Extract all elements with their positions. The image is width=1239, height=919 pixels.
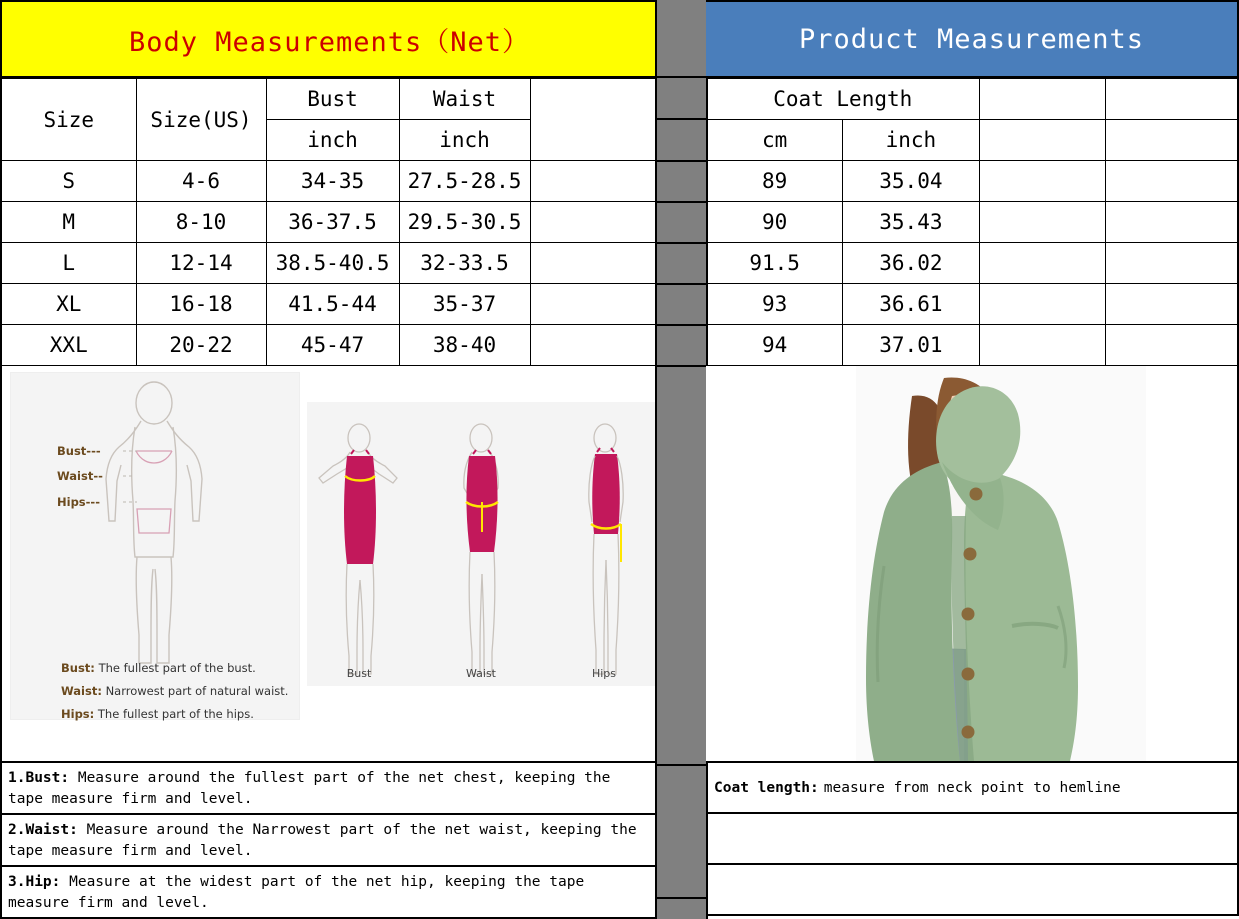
cell-inch: 35.43 bbox=[843, 202, 979, 243]
cell-waist: 32-33.5 bbox=[399, 243, 530, 284]
diagram-desc-hips-term: Hips: bbox=[61, 707, 95, 721]
cell-size-us: 12-14 bbox=[136, 243, 266, 284]
header-coat-length: Coat Length bbox=[707, 79, 980, 120]
note-blank-1 bbox=[706, 814, 1237, 865]
cell-blank-2 bbox=[1105, 325, 1238, 366]
cell-size-us: 4-6 bbox=[136, 161, 266, 202]
header-bust-unit: inch bbox=[266, 120, 399, 161]
female-body-outline-icon bbox=[89, 381, 219, 671]
cell-cm: 89 bbox=[707, 161, 843, 202]
note-waist-term: 2.Waist: bbox=[8, 822, 78, 839]
note-bust-term: 1.Bust: bbox=[8, 770, 70, 786]
header-inch: inch bbox=[843, 120, 979, 161]
body-outline-diagram bbox=[10, 372, 300, 720]
green-hooded-coat-photo-icon bbox=[706, 366, 1239, 761]
dress-caption-bust: Bust bbox=[346, 667, 372, 680]
cell-inch: 37.01 bbox=[843, 325, 979, 366]
cell-cm: 94 bbox=[707, 325, 843, 366]
note-hip-term: 3.Hip: bbox=[8, 874, 61, 891]
header-size-us: Size(US) bbox=[136, 79, 266, 161]
divider-segment bbox=[657, 78, 706, 120]
cell-blank-1 bbox=[979, 202, 1105, 243]
cell-size: XXL bbox=[1, 325, 136, 366]
cell-blank-1 bbox=[979, 325, 1105, 366]
diagram-desc-waist bbox=[61, 684, 288, 698]
table-row bbox=[1, 325, 658, 366]
table-row bbox=[1, 243, 658, 284]
diagram-desc-bust bbox=[61, 661, 256, 675]
table-row bbox=[1, 202, 658, 243]
body-measurements-title: Body Measurements（Net） bbox=[0, 0, 657, 78]
cell-waist: 29.5-30.5 bbox=[399, 202, 530, 243]
header-cm: cm bbox=[707, 120, 843, 161]
note-bust-text: Measure around the fullest part of the net chest, keeping the tape measure firm and level. bbox=[8, 770, 611, 807]
cell-cm: 91.5 bbox=[707, 243, 843, 284]
cell-inch: 35.04 bbox=[843, 161, 979, 202]
table-unit-row bbox=[707, 120, 1239, 161]
header-size: Size bbox=[1, 79, 136, 161]
cell-blank bbox=[530, 243, 658, 284]
measurement-diagrams bbox=[0, 366, 657, 763]
cell-size-us: 20-22 bbox=[136, 325, 266, 366]
note-coat-length-term: Coat length: bbox=[714, 779, 819, 796]
cell-blank-2 bbox=[1105, 243, 1238, 284]
cell-size: L bbox=[1, 243, 136, 284]
table-row bbox=[707, 243, 1239, 284]
note-hip-text: Measure at the widest part of the net hip, keeping the tape measure firm and level. bbox=[8, 874, 585, 911]
divider-segment bbox=[657, 203, 706, 244]
header-blank-1 bbox=[979, 79, 1105, 120]
cell-bust: 36-37.5 bbox=[266, 202, 399, 243]
divider-segment bbox=[657, 162, 706, 203]
product-instructions bbox=[706, 763, 1239, 916]
cell-cm: 90 bbox=[707, 202, 843, 243]
header-blank bbox=[530, 79, 658, 161]
cell-blank bbox=[530, 284, 658, 325]
table-header-row bbox=[707, 79, 1239, 120]
diagram-desc-hips bbox=[61, 707, 254, 721]
dress-caption-hips: Hips bbox=[591, 667, 617, 680]
measurement-instructions bbox=[0, 763, 657, 919]
table-header-row bbox=[1, 79, 658, 120]
cell-blank-2 bbox=[1105, 161, 1238, 202]
diagram-desc-waist-text: Narrowest part of natural waist. bbox=[105, 684, 289, 698]
divider-segment bbox=[657, 0, 706, 78]
table-row bbox=[1, 284, 658, 325]
divider-segment bbox=[657, 766, 706, 899]
diagram-desc-bust-term: Bust: bbox=[61, 661, 95, 675]
cell-inch: 36.02 bbox=[843, 243, 979, 284]
note-hip bbox=[2, 867, 657, 919]
note-coat-length-text: measure from neck point to hemline bbox=[823, 779, 1121, 796]
diagram-label-hips: Hips--- bbox=[57, 495, 100, 509]
cell-bust: 45-47 bbox=[266, 325, 399, 366]
divider-segment bbox=[657, 120, 706, 162]
cell-blank bbox=[530, 161, 658, 202]
diagram-desc-waist-term: Waist: bbox=[61, 684, 102, 698]
cell-bust: 34-35 bbox=[266, 161, 399, 202]
header-blank-2 bbox=[1105, 79, 1238, 120]
cell-bust: 41.5-44 bbox=[266, 284, 399, 325]
note-waist-text: Measure around the Narrowest part of the net waist, keeping the tape measure firm and level. bbox=[8, 822, 637, 859]
dress-measure-diagram bbox=[307, 402, 655, 686]
cell-size: S bbox=[1, 161, 136, 202]
body-measurements-table bbox=[0, 78, 659, 366]
cell-cm: 93 bbox=[707, 284, 843, 325]
divider-segment bbox=[657, 326, 706, 367]
note-bust bbox=[2, 763, 657, 815]
three-poses-icon bbox=[307, 402, 655, 686]
diagram-label-waist: Waist-- bbox=[57, 469, 103, 483]
product-measurements-panel bbox=[706, 0, 1239, 919]
panel-divider bbox=[655, 0, 708, 919]
cell-waist: 38-40 bbox=[399, 325, 530, 366]
cell-blank-2 bbox=[1105, 284, 1238, 325]
cell-size-us: 8-10 bbox=[136, 202, 266, 243]
divider-segment bbox=[657, 367, 706, 766]
product-measurements-table bbox=[706, 78, 1239, 366]
cell-blank-2 bbox=[1105, 202, 1238, 243]
note-blank-2 bbox=[706, 865, 1237, 916]
cell-blank bbox=[530, 202, 658, 243]
cell-blank-1 bbox=[979, 161, 1105, 202]
unit-blank-1 bbox=[979, 120, 1105, 161]
cell-waist: 27.5-28.5 bbox=[399, 161, 530, 202]
table-row bbox=[707, 325, 1239, 366]
cell-size: XL bbox=[1, 284, 136, 325]
cell-bust: 38.5-40.5 bbox=[266, 243, 399, 284]
table-row bbox=[707, 284, 1239, 325]
unit-blank-2 bbox=[1105, 120, 1238, 161]
diagram-label-bust: Bust--- bbox=[57, 444, 101, 458]
table-row bbox=[707, 161, 1239, 202]
cell-inch: 36.61 bbox=[843, 284, 979, 325]
cell-blank-1 bbox=[979, 243, 1105, 284]
divider-segment bbox=[657, 285, 706, 326]
note-waist bbox=[2, 815, 657, 867]
divider-segment bbox=[657, 244, 706, 285]
cell-blank-1 bbox=[979, 284, 1105, 325]
table-row bbox=[707, 202, 1239, 243]
cell-blank bbox=[530, 325, 658, 366]
product-measurements-title: Product Measurements bbox=[706, 0, 1239, 78]
cell-waist: 35-37 bbox=[399, 284, 530, 325]
header-waist: Waist bbox=[399, 79, 530, 120]
product-photo-area bbox=[706, 366, 1239, 763]
diagram-desc-hips-text: The fullest part of the hips. bbox=[97, 707, 254, 721]
header-bust: Bust bbox=[266, 79, 399, 120]
cell-size: M bbox=[1, 202, 136, 243]
table-row bbox=[1, 161, 658, 202]
header-waist-unit: inch bbox=[399, 120, 530, 161]
dress-caption-waist: Waist bbox=[465, 667, 496, 680]
diagram-desc-bust-text: The fullest part of the bust. bbox=[98, 661, 256, 675]
coat-product-photo bbox=[706, 366, 1239, 761]
cell-size-us: 16-18 bbox=[136, 284, 266, 325]
note-coat-length bbox=[706, 763, 1237, 814]
